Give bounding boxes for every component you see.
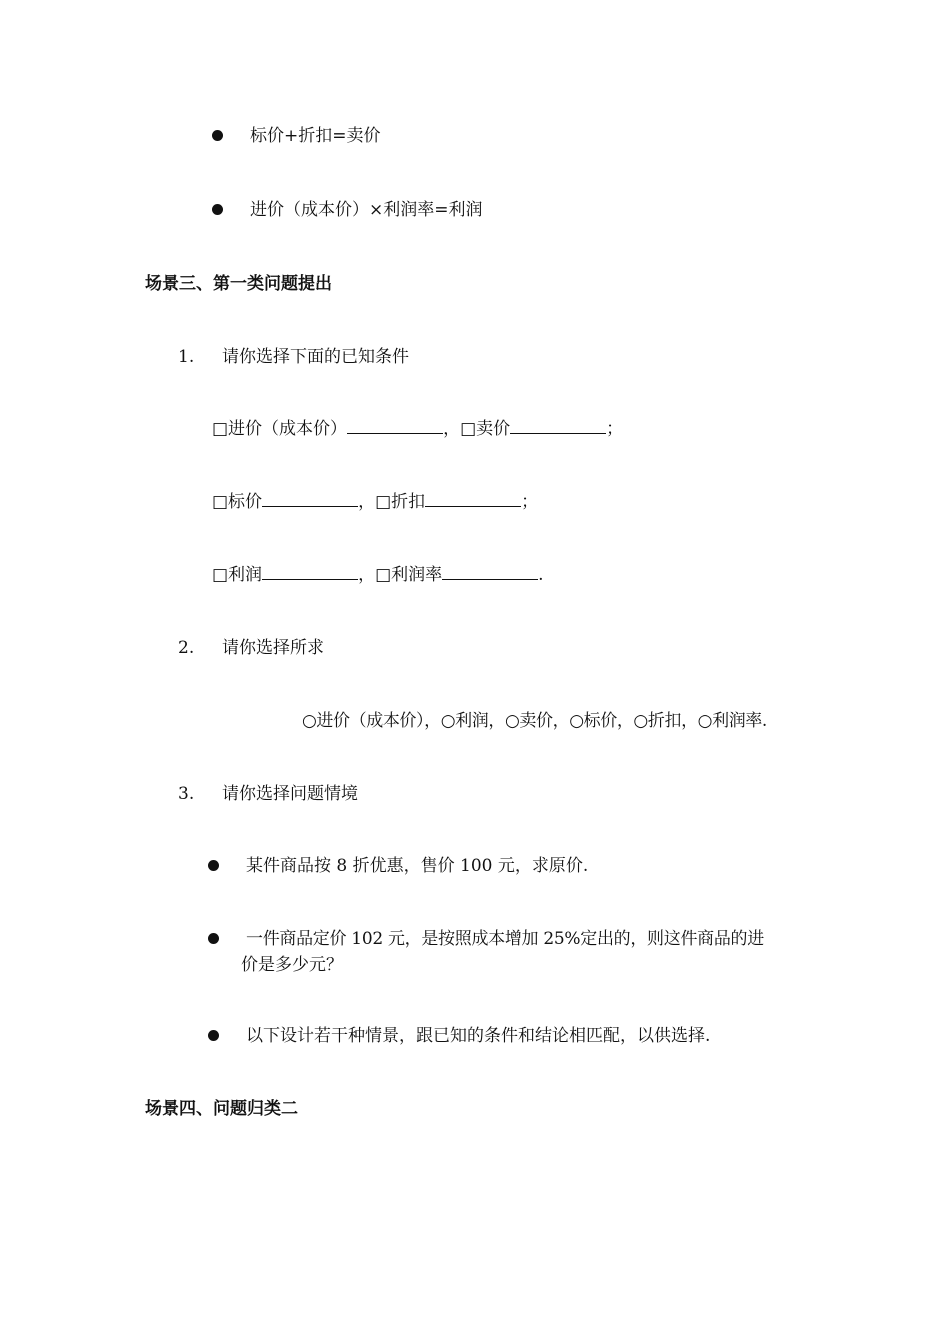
separator: ， [358,492,376,512]
scenario-item-continued: 价是多少元？ [241,955,343,975]
checkbox-label[interactable]: □进价（成本价） [212,419,348,439]
formula-line: 进价（成本价）×利润率=利润 [250,200,483,220]
scenario-item[interactable]: 以下设计若干种情景，跟已知的条件和结论相匹配，以供选择. [246,1026,711,1046]
bullet-icon [212,130,223,141]
checkbox-label[interactable]: □折扣 [375,492,426,512]
bullet-icon [208,933,219,944]
question-text: 请你选择下面的已知条件 [222,347,409,367]
question-number: 2. [178,638,195,658]
question-number: 1. [178,347,195,367]
fill-blank[interactable] [510,417,606,434]
fill-blank[interactable] [262,490,358,507]
terminator: ； [521,492,539,512]
checkbox-label[interactable]: □利润 [212,565,263,585]
fill-blank[interactable] [347,417,443,434]
fill-blank[interactable] [442,563,538,580]
known-conditions-row [212,417,623,441]
separator: ， [358,565,376,585]
separator: ， [443,419,461,439]
checkbox-label[interactable]: □利润率 [375,565,443,585]
bullet-icon [208,860,219,871]
section-heading: 场景四、问题归类二 [145,1099,298,1119]
checkbox-label[interactable]: □标价 [212,492,263,512]
scenario-item[interactable]: 某件商品按 8 折优惠，售价 100 元，求原价. [246,856,589,876]
formula-line: 标价+折扣=卖价 [250,126,381,146]
checkbox-label[interactable]: □卖价 [460,419,511,439]
fill-blank[interactable] [262,563,358,580]
scenario-item[interactable]: 一件商品定价 102 元，是按照成本增加 25%定出的，则这件商品的进 [246,929,764,949]
target-options[interactable]: ○进价（成本价），○利润，○卖价，○标价，○折扣，○利润率. [302,711,767,731]
question-text: 请你选择所求 [222,638,324,658]
fill-blank[interactable] [425,490,521,507]
question-number: 3. [178,784,195,804]
bullet-icon [208,1030,219,1041]
terminator: . [538,565,544,585]
known-conditions-row [212,490,538,514]
known-conditions-row [212,563,544,587]
question-text: 请你选择问题情境 [222,784,358,804]
section-heading: 场景三、第一类问题提出 [145,274,332,294]
bullet-icon [212,204,223,215]
terminator: ； [606,419,624,439]
